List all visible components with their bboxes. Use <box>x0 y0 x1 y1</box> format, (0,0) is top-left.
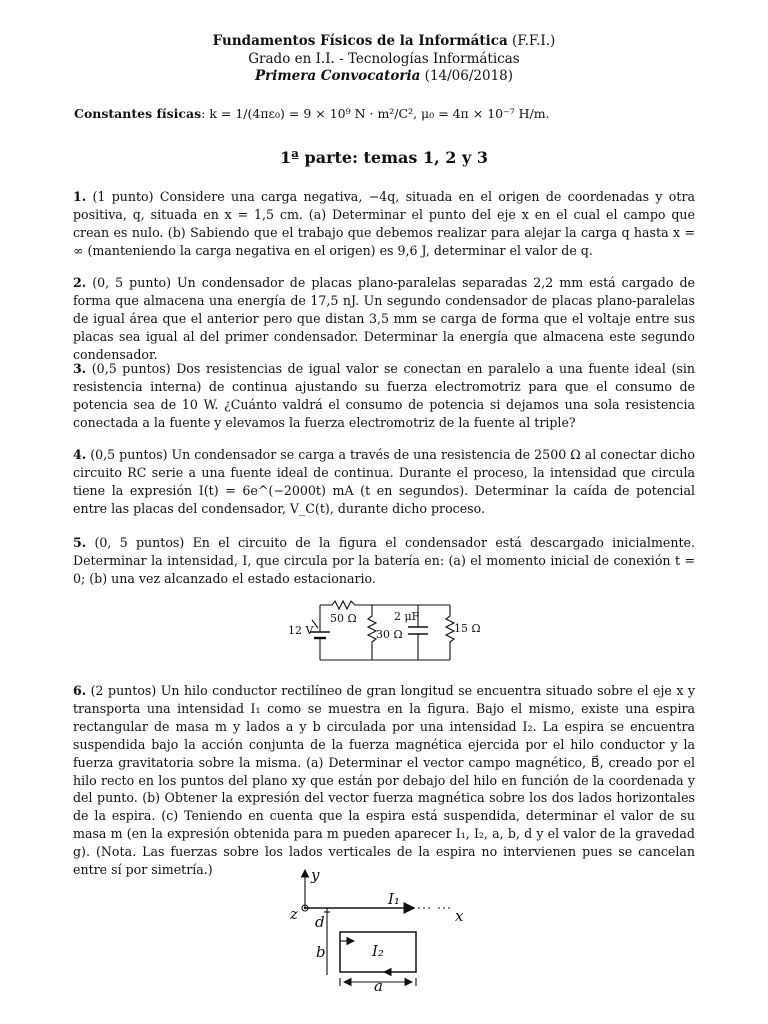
z-axis-label: z <box>290 905 298 923</box>
r3-label: 15 Ω <box>454 622 481 635</box>
session-date: (14/06/2018) <box>420 68 514 84</box>
problem-5 <box>73 534 695 588</box>
problem-text: (0, 5 punto) Un condensador de placas plano-paralelas separadas 2,2 mm está cargado de forma que almacena una energía de 17,5 nJ. Un segundo condensador de placas plano-paralelas de igual área que el anterior pero que distan 3,5 mm se carga de forma que el voltaje entre sus placas sea igual al del primer condensador. Determinar la energía que almacena este segundo condensador. <box>73 275 695 362</box>
i2-label: I₂ <box>372 942 384 960</box>
d-label: d <box>315 913 325 931</box>
r2-label: 30 Ω <box>376 628 403 641</box>
problem-text: (0, 5 puntos) En el circuito de la figura el condensador está descargado inicialmente. Determinar la intensidad, I, que circula por la batería en: (a) el momento inicial de conexión t = 0; (b) una vez alcanzado el estado estacionario. <box>73 535 695 586</box>
problem-number: 5. <box>73 535 87 550</box>
battery-label: 12 V <box>288 624 314 637</box>
problem-1 <box>73 188 695 260</box>
problem-number: 2. <box>73 275 87 290</box>
course-title <box>0 32 768 50</box>
constants-label: Constantes físicas <box>74 106 202 121</box>
rc-circuit-figure <box>280 598 490 670</box>
y-axis-label: y <box>311 866 320 884</box>
problem-text: (2 puntos) Un hilo conductor rectilíneo de gran longitud se encuentra situado sobre el eje x y transporta una intensidad I₁ como se muestra en la figura. Bajo el mismo, existe una espira rectangular de masa m y lados a y b circulada por una intensidad I₂. La espira se encuentra suspendida bajo la acción conjunta de la fuerza magnética ejercida por el hilo conductor y la fuerza gravitatoria sobre la misma. (a) Determinar el vector campo magnético, B⃗, creado por el hilo recto en los puntos del plano xy que están por debajo del hilo en función de la coordenada y del punto. (b) Obtener la expresión del vector fuerza magnética sobre los dos lados horizontales de la espira. (c) Teniendo en cuenta que la espira está suspendida, determinar el valor de su masa m (en la expresión obtenida para m pueden aparecer I₁, I₂, a, b, d y el valor de la gravedad g). (Nota. Las fuerzas sobre los lados verticales de la espira no intervienen pues se cancelan entre sí por simetría.) <box>73 683 695 878</box>
problem-number: 3. <box>73 361 87 376</box>
problem-text: (1 punto) Considere una carga negativa, −4q, situada en el origen de coordenadas y otra positiva, q, situada en x = 1,5 cm. (a) Determinar el punto del eje x en el cual el campo que crean es nulo. (b) Sabiendo que el trabajo que debemos realizar para alejar la carga q hasta x = ∞ (manteniendo la carga negativa en el origen) es 9,6 J, determinar el valor de q. <box>73 189 695 258</box>
problem-number: 4. <box>73 447 87 462</box>
i1-label: I₁ <box>388 890 400 908</box>
physical-constants <box>74 106 550 121</box>
cap-label: 2 μF <box>394 610 420 623</box>
problem-6 <box>73 682 695 879</box>
course-title-bold: Fundamentos Físicos de la Informática <box>212 33 508 49</box>
part-title: 1ª parte: temas 1, 2 y 3 <box>280 148 488 167</box>
problem-text: (0,5 puntos) Dos resistencias de igual valor se conectan en paralelo a una fuente ideal (sin resistencia interna) de continua ajustando su fuerza electromotriz para que el consumo de potencia sea de 10 W. ¿Cuánto valdrá el consumo de potencia si dejamos una sola resistencia conectada a la fuente y elevamos la fuerza electromotriz de la fuente al triple? <box>73 361 695 430</box>
constants-text: : k = 1/(4πε₀) = 9 × 10⁹ N · m²/C², μ₀ = 4π × 10⁻⁷ H/m. <box>201 106 550 121</box>
r1-label: 50 Ω <box>330 612 357 625</box>
problem-2 <box>73 274 695 364</box>
x-axis-label: x <box>455 907 464 925</box>
degree-line: Grado en I.I. - Tecnologías Informáticas <box>248 51 520 67</box>
session-line <box>0 67 768 85</box>
b-label: b <box>316 943 326 961</box>
wire-loop-figure <box>282 862 492 994</box>
problem-text: (0,5 puntos) Un condensador se carga a través de una resistencia de 2500 Ω al conectar dicho circuito RC serie a una fuente ideal de continua. Durante el proceso, la intensidad que circula tiene la expresión I(t) = 6e^(−2000t) mA (t en segundos). Determinar la caída de potencial entre las placas del condensador, V_C(t), durante dicho proceso. <box>73 447 696 516</box>
a-label: a <box>374 977 383 994</box>
problem-3 <box>73 360 695 432</box>
problem-4 <box>73 446 695 518</box>
session-name: Primera Convocatoria <box>254 68 421 84</box>
problem-number: 6. <box>73 683 87 698</box>
problem-number: 1. <box>73 189 87 204</box>
course-title-abbr: (F.F.I.) <box>507 33 556 49</box>
